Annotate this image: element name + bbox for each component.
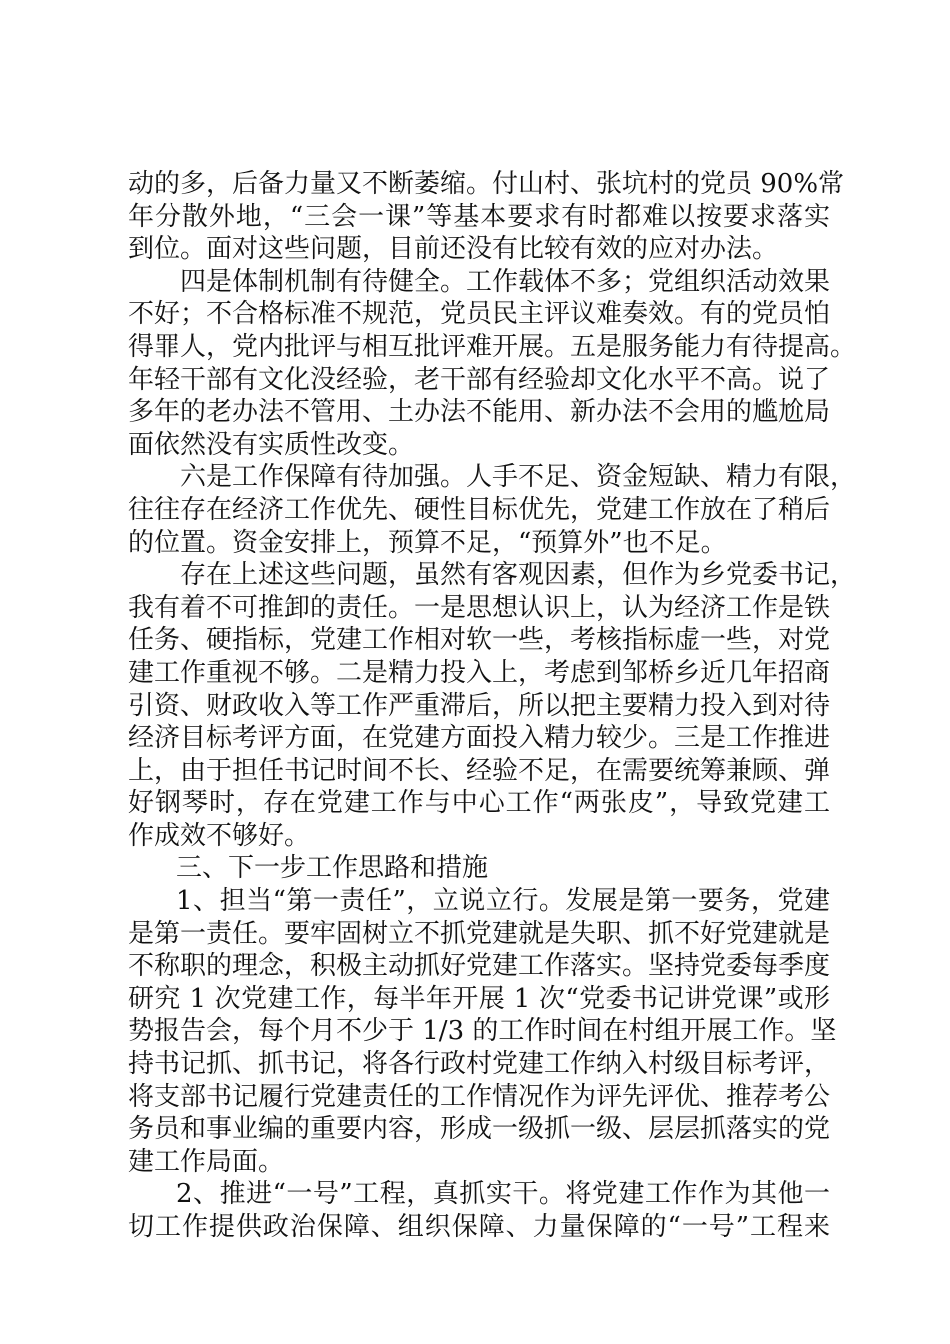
paragraph-start-line: 六是工作保障有待加强。人手不足、资金短缺、精力有限， [180, 462, 857, 493]
text-line: 多年的老办法不管用、土办法不能用、新办法不会用的尴尬局 [128, 397, 831, 428]
text-line: 将支部书记履行党建责任的工作情况作为评先评优、推荐考公 [128, 1081, 831, 1112]
text-line: 建工作重视不够。二是精力投入上，考虑到邹桥乡近几年招商 [128, 657, 831, 688]
paragraph-start-line: 四是体制机制有待健全。工作载体不多；党组织活动效果 [180, 266, 831, 297]
text-line: 建工作局面。 [128, 1146, 285, 1177]
text-line: 动的多，后备力量又不断萎缩。付山村、张坑村的党员 90%常 [128, 169, 845, 199]
text-line: 年轻干部有文化没经验，老干部有经验却文化水平不高。说了 [128, 364, 831, 395]
text-line: 年分散外地，“三会一课”等基本要求有时都难以按要求落实 [128, 201, 830, 232]
paragraph-start-line: 存在上述这些问题，虽然有客观因素，但作为乡党委书记， [180, 560, 857, 591]
text-line: 到位。面对这些问题，目前还没有比较有效的应对办法。 [128, 234, 779, 265]
text-line: 作成效不够好。 [128, 820, 311, 851]
section-heading: 三、下一步工作思路和措施 [176, 853, 489, 884]
paragraph-start-line: 1、担当“第一责任”，立说立行。发展是第一要务，党建 [176, 886, 830, 917]
text-line: 好钢琴时，存在党建工作与中心工作“两张皮”，导致党建工 [128, 788, 830, 819]
text-line: 得罪人，党内批评与相互批评难开展。五是服务能力有待提高。 [128, 331, 857, 362]
text-line: 不称职的理念，积极主动抓好党建工作落实。坚持党委每季度 [128, 951, 831, 982]
text-line: 务员和事业编的重要内容，形成一级抓一级、层层抓落实的党 [128, 1114, 831, 1145]
text-line: 势报告会，每个月不少于 1/3 的工作时间在村组开展工作。坚 [128, 1016, 837, 1047]
text-line: 是第一责任。要牢固树立不抓党建就是失职、抓不好党建就是 [128, 918, 831, 949]
text-line: 任务、硬指标，党建工作相对软一些，考核指标虚一些，对党 [128, 625, 831, 656]
text-line: 面依然没有实质性改变。 [128, 429, 415, 460]
text-line: 研究 1 次党建工作，每半年开展 1 次“党委书记讲党课”或形 [128, 983, 830, 1014]
text-line: 切工作提供政治保障、组织保障、力量保障的“一号”工程来 [128, 1212, 830, 1242]
text-line: 持书记抓、抓书记，将各行政村党建工作纳入村级目标考评， [128, 1049, 831, 1080]
paragraph-start-line: 2、推进“一号”工程，真抓实干。将党建工作作为其他一 [176, 1179, 830, 1210]
text-line: 的位置。资金安排上，预算不足，“预算外”也不足。 [128, 527, 727, 558]
document-body [128, 168, 857, 1244]
text-line: 往往存在经济工作优先、硬性目标优先，党建工作放在了稍后 [128, 494, 831, 525]
text-line: 不好；不合格标准不规范，党员民主评议难奏效。有的党员怕 [128, 299, 831, 330]
text-line: 我有着不可推卸的责任。一是思想认识上，认为经济工作是铁 [128, 592, 831, 623]
text-line: 上，由于担任书记时间不长、经验不足，在需要统筹兼顾、弹 [128, 755, 831, 786]
text-line: 引资、财政收入等工作严重滞后，所以把主要精力投入到对待 [128, 690, 831, 721]
text-line: 经济目标考评方面，在党建方面投入精力较少。三是工作推进 [128, 723, 831, 754]
